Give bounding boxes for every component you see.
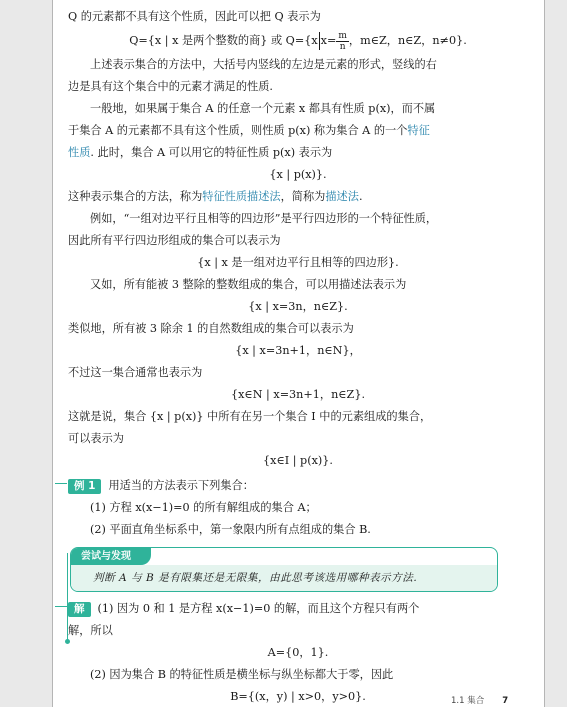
formula-q-part1: Q={x | x 是两个整数的商} 或 Q=: [129, 34, 305, 47]
text-line: 一般地，如果属于集合 A 的任意一个元素 x 都具有性质 p(x)，而不属: [90, 102, 436, 115]
page-number: 7: [502, 696, 509, 706]
example-prompt: 用适当的方法表示下列集合：: [108, 479, 254, 492]
formula-q: [68, 28, 528, 54]
text-line: [68, 186, 528, 208]
formula-line: {x∈N | x=3n+1，n∈Z}.: [231, 388, 365, 401]
text-line: 类似地，所有被 3 除余 1 的自然数组成的集合可以表示为: [68, 322, 354, 335]
example-heading: [68, 475, 528, 497]
example-rule: [55, 483, 67, 484]
term-highlight: 特征性质描述法: [202, 190, 281, 203]
example-item: (1) 方程 x(x−1)=0 的所有解组成的集合 A；: [90, 501, 317, 514]
try-and-discover-box: [70, 547, 498, 592]
text-line: 边是具有这个集合中的元素才满足的性质.: [68, 80, 273, 93]
page-content: [68, 6, 528, 708]
fraction-m-over-n: [336, 31, 349, 52]
solution-line: [68, 598, 528, 620]
formula-line: {x | p(x)}.: [269, 168, 327, 181]
formula-q-x: x=: [320, 34, 337, 47]
solution-line: 解，所以: [68, 624, 113, 637]
solution-rule: [55, 606, 67, 607]
solution-end-dot: [65, 639, 70, 644]
formula-line: {x | x=3n，n∈Z}.: [248, 300, 348, 313]
formula-line: {x | x=3n+1，n∈N}，: [235, 344, 361, 357]
formula-q-brace: {x: [304, 34, 318, 47]
formula-line: A={0，1}.: [267, 646, 329, 659]
formula-line: B={(x，y) | x>0，y>0}.: [230, 690, 366, 703]
text-line: 可以表示为: [68, 432, 124, 445]
footer-section: 1.1 集合: [451, 696, 485, 706]
text-line: 又如，所有能被 3 整除的整数组成的集合，可以用描述法表示为: [90, 278, 407, 291]
fraction-denominator: n: [339, 41, 346, 52]
text-line: [68, 120, 528, 142]
solution-block: [68, 598, 528, 708]
solution-text: (1) 因为 0 和 1 是方程 x(x−1)=0 的解，而且这个方程只有两个: [97, 602, 420, 615]
text-line: 不过这一集合通常也表示为: [68, 366, 203, 379]
text-line: 上述表示集合的方法中，大括号内竖线的左边是元素的形式，竖线的右: [90, 58, 437, 71]
text-line: 这就是说，集合 {x | p(x)} 中所有在另一个集合 I 中的元素组成的集合，: [68, 410, 432, 423]
example-item: (2) 平面直角坐标系中，第一象限内所有点组成的集合 B.: [90, 523, 371, 536]
fraction-numerator: m: [338, 30, 347, 41]
example-tag: 例 1: [68, 479, 101, 494]
callout-title: 尝试与发现: [71, 548, 151, 565]
text-segment: 于集合 A 的元素都不具有这个性质，则性质 p(x) 称为集合 A 的一个: [68, 124, 408, 137]
formula-q-rest: ，m∈Z，n∈Z，n≠0}.: [348, 34, 467, 47]
formula-line: {x | x 是一组对边平行且相等的四边形}.: [197, 256, 399, 269]
term-highlight: 描述法: [325, 190, 359, 203]
text-segment: . 此时，集合 A 可以用它的特征性质 p(x) 表示为: [90, 146, 333, 159]
text-line: 因此所有平行四边形组成的集合可以表示为: [68, 234, 281, 247]
text-segment: .: [358, 190, 363, 203]
text-line: [68, 142, 528, 164]
text-segment: ，简称为: [280, 190, 326, 203]
set-bar: [319, 32, 320, 50]
example-block: [68, 475, 528, 541]
solution-tag: 解: [68, 602, 91, 617]
term-highlight: 特征: [407, 124, 430, 137]
text-line: 例如，“一组对边平行且相等的四边形”是平行四边形的一个特征性质，: [90, 212, 438, 225]
solution-vertical-rule: [67, 553, 68, 641]
formula-line: {x∈I | p(x)}.: [263, 454, 333, 467]
callout-body: 判断 A 与 B 是有限集还是无限集，由此思考该选用哪种表示方法.: [71, 565, 497, 591]
text-line: Q 的元素都不具有这个性质，因此可以把 Q 表示为: [68, 10, 321, 23]
text-segment: 这种表示集合的方法，称为: [68, 190, 203, 203]
term-highlight: 性质: [68, 146, 91, 159]
page-footer: [451, 694, 508, 706]
textbook-page: [52, 0, 545, 707]
solution-line: (2) 因为集合 B 的特征性质是横坐标与纵坐标都大于零，因此: [90, 668, 394, 681]
